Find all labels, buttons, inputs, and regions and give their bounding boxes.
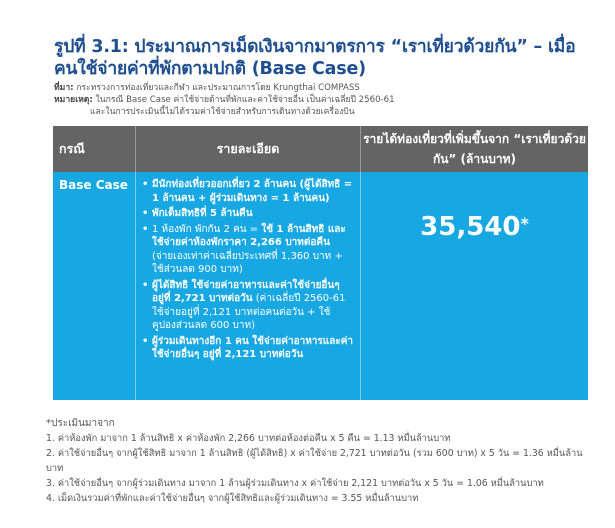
detail-normal: (จ่ายเองเท่าค่าเฉลี่ยประเทศที่ 1,360 บาท + ใช้ส่วนลด 900 บาท)	[152, 250, 343, 275]
case-cell: Base Case	[59, 178, 128, 192]
detail-bold: ใช้ 1 ล้านสิทธิ และใช้จ่ายค่าห้องพักราคา 2,266 บาทต่อคืน	[152, 223, 346, 248]
detail-item	[142, 178, 354, 205]
footnote-heading: *ประเมินมาจาก	[46, 418, 115, 429]
revenue-cell	[360, 172, 588, 400]
detail-item	[142, 223, 354, 277]
detail-prefix: 1 ห้องพัก พักกัน 2 คน =	[152, 223, 262, 235]
footnotes	[46, 416, 594, 506]
revenue-footnote-mark: *	[520, 214, 529, 233]
footnote-item: 3. ค่าใช้จ่ายอื่นๆ จากผู้ร่วมเดินทาง มาจาก 1 ล้านผู้ร่วมเดินทาง x ค่าใช้จ่าย 2,121 บาทต่อวัน x 5 วัน = 1.06 หมื่นล้านบาท	[46, 478, 544, 489]
estimate-table	[53, 126, 588, 400]
detail-bold: มีนักท่องเที่ยวออกเที่ยว 2 ล้านคน (ผู้ได้สิทธิ = 1 ล้านคน + ผู้ร่วมเดินทาง = 1 ล้านคน)	[152, 179, 353, 204]
header-case: กรณี	[59, 141, 85, 156]
details-list	[142, 178, 354, 362]
note-line-1: ในกรณี Base Case ค่าใช้จ่ายด้านที่พักและค่าใช้จ่ายอื่น เป็นค่าเฉลี่ยปี 2560-61	[92, 95, 395, 105]
detail-item	[142, 335, 354, 362]
footnote-item: 4. เม็ดเงินรวมค่าที่พักและค่าใช้จ่ายอื่นๆ จากผู้ใช้สิทธิและผู้ร่วมเดินทาง = 3.55 หมื่นล้านบาท	[46, 493, 419, 504]
footnote-item: 1. ค่าห้องพัก มาจาก 1 ล้านสิทธิ x ค่าห้องพัก 2,266 บาทต่อห้องต่อคืน x 5 คืน = 1.13 หมื่นล้านบาท	[46, 433, 451, 444]
header-details: รายละเอียด	[135, 126, 360, 172]
detail-bold: ผู้ร่วมเดินทางอีก 1 คน ใช้จ่ายค่าอาหารและค่าใช้จ่ายอื่นๆ อยู่ที่ 2,121 บาทต่อวัน	[152, 335, 354, 360]
figure-title: รูปที่ 3.1: ประมาณการเม็ดเงินจากมาตรการ “เราเที่ยวด้วยกัน” – เมื่อคนใช้จ่ายค่าที่พักตามปกติ (Base Case)	[54, 37, 576, 79]
detail-item	[142, 207, 354, 221]
note-line-2: และในการประเมินนี้ไม่ได้รวมค่าใช้จ่ายสำหรับการเดินทางด้วยเครื่องบิน	[90, 107, 355, 117]
footnote-item: 2. ค่าใช้จ่ายอื่นๆ จากผู้ใช้สิทธิ มาจาก 1 ล้านสิทธิ (ผู้ได้สิทธิ) x ค่าใช้จ่าย 2,721 บาทต่อวัน (รวม 600 บาท) x 5 วัน = 1.36 หมื่นล้านบาท	[46, 448, 583, 474]
detail-bold: ผู้ได้สิทธิ ใช้จ่ายค่าอาหารและค่าใช้จ่ายอื่นๆ อยู่ที่ 2,721 บาทต่อวัน	[152, 279, 340, 304]
table-row	[53, 172, 588, 400]
details-cell	[135, 172, 360, 400]
source-text: กระทรวงการท่องเที่ยวและกีฬา และประมาณการโดย Krungthai COMPASS	[73, 83, 360, 93]
table-header	[53, 126, 588, 172]
source-label: ที่มา:	[54, 83, 74, 93]
detail-normal: (ค่าเฉลี่ยปี 2560-61 ใช้จ่ายอยู่ที่ 2,121 บาทต่อคนต่อวัน + ใช้คูปองส่วนลด 600 บาท)	[152, 293, 346, 331]
detail-bold: พักเต็มสิทธิที่ 5 ล้านคืน	[152, 208, 253, 219]
source-note	[54, 82, 594, 118]
revenue-value: 35,540	[420, 212, 521, 242]
detail-item	[142, 279, 354, 333]
header-revenue: รายได้ท่องเที่ยวที่เพิ่มขึ้นจาก “เราเที่ยวด้วยกัน” (ล้านบาท)	[360, 126, 588, 172]
note-label: หมายเหตุ:	[54, 95, 93, 105]
